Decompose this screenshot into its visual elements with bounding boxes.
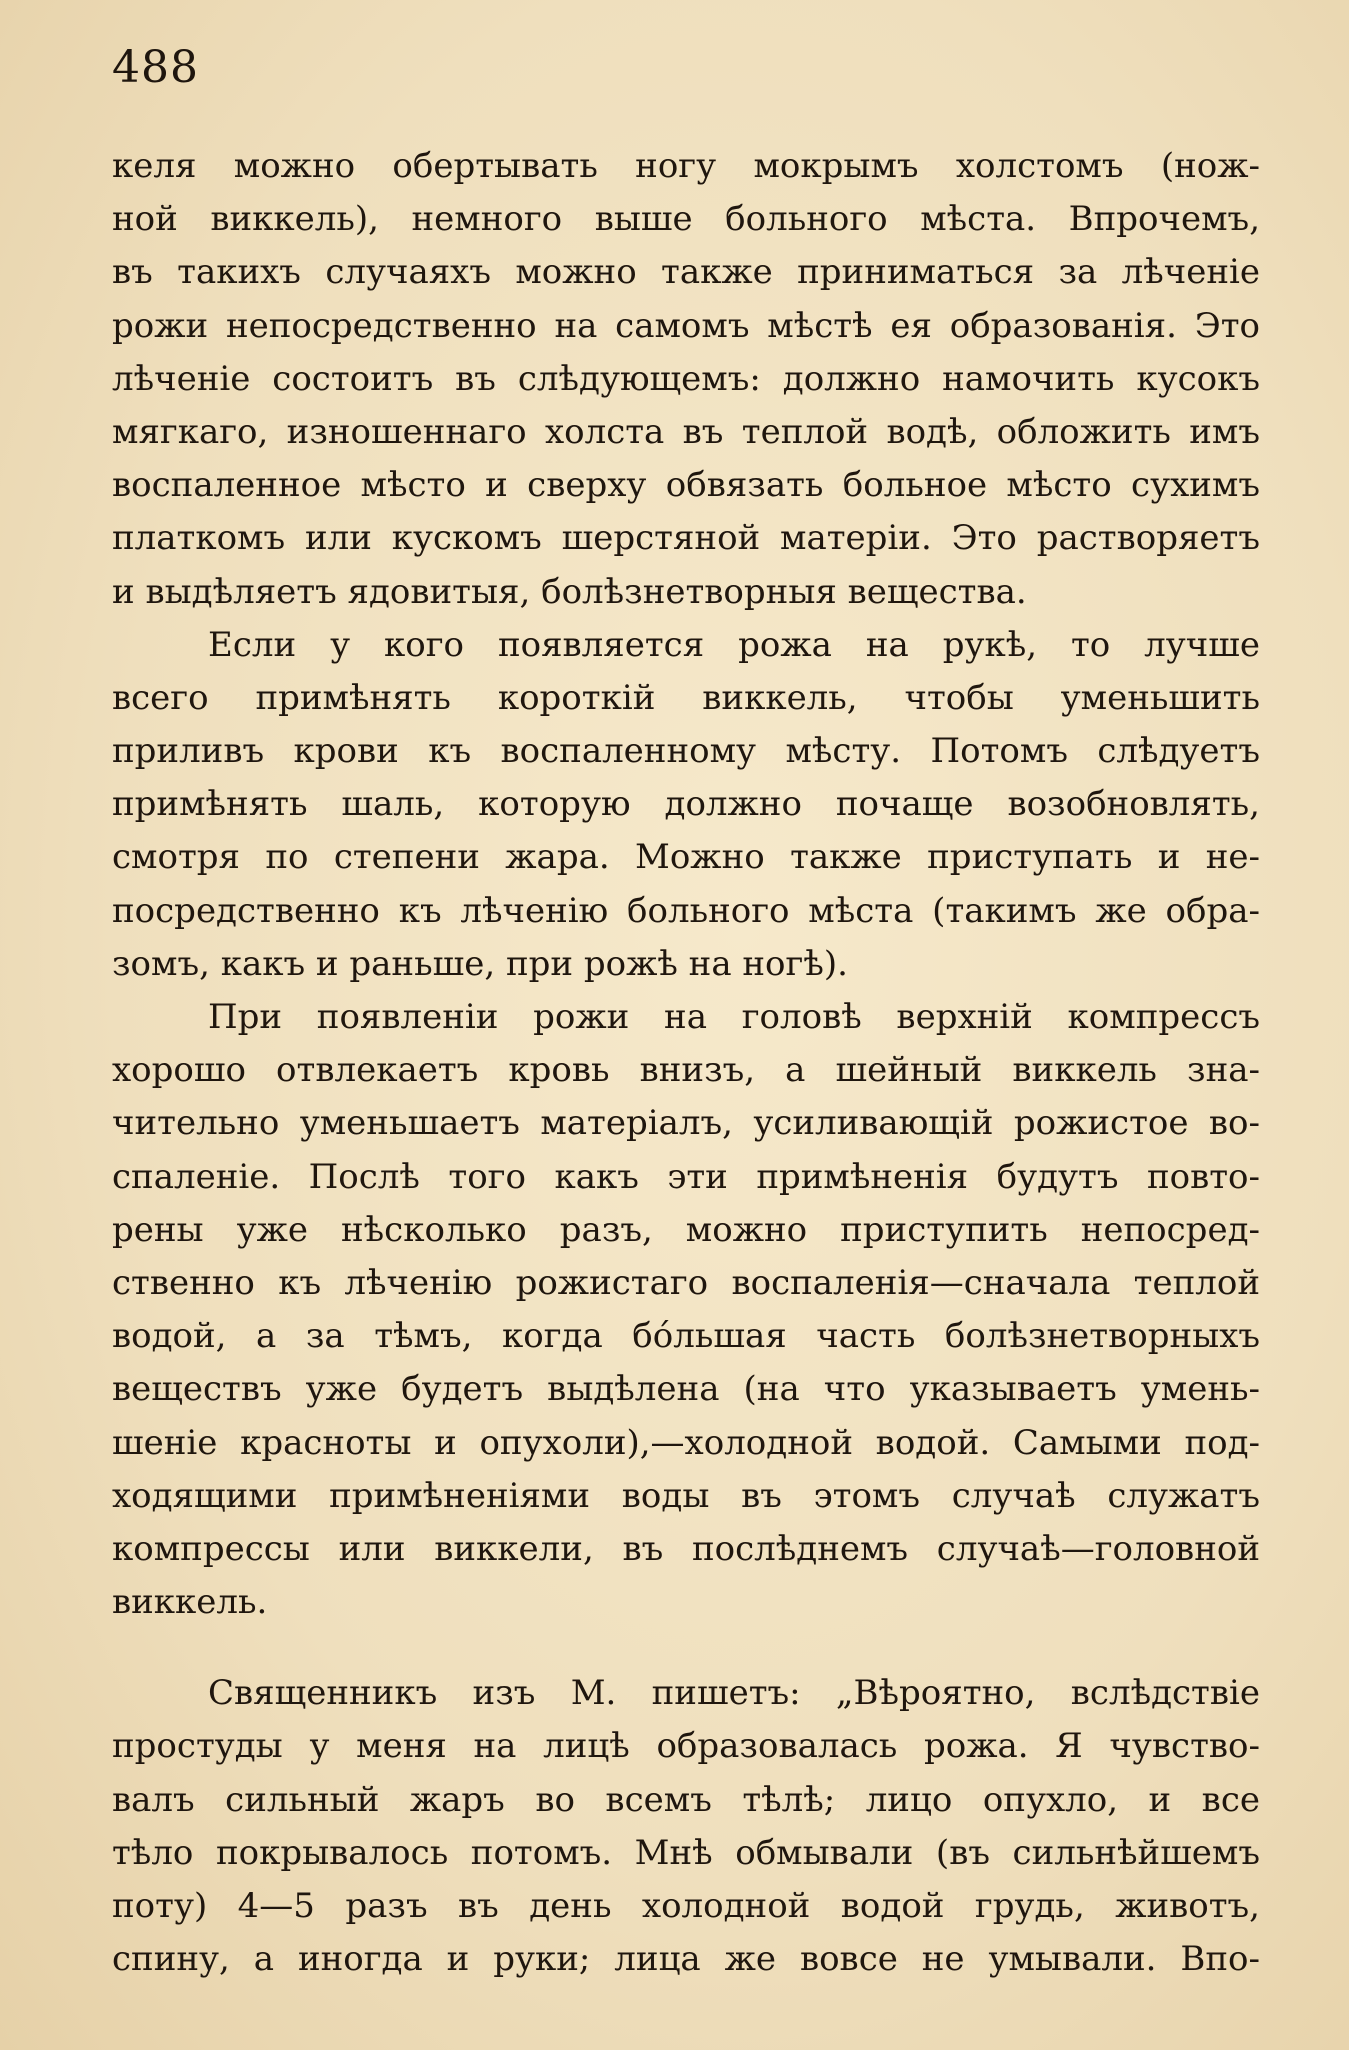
text-line: веществъ уже будетъ выдѣлена (на что указываетъ умень-	[112, 1369, 1260, 1410]
text-line: примѣнять шаль, которую должно почаще возобновлять,	[112, 784, 1260, 825]
text-line: зомъ, какъ и раньше, при рожѣ на ногѣ).	[112, 943, 848, 984]
text-line: простуды у меня на лицѣ образовалась рожа. Я чувство-	[112, 1726, 1260, 1767]
text-line: мягкаго, изношеннаго холста въ теплой водѣ, обложить имъ	[112, 411, 1260, 452]
text-line: виккель.	[112, 1582, 268, 1623]
text-line: приливъ крови къ воспаленному мѣсту. Потомъ слѣдуетъ	[112, 731, 1260, 772]
text-line: валъ сильный жаръ во всемъ тѣлѣ; лицо опухло, и все	[112, 1779, 1260, 1820]
text-line: рены уже нѣсколько разъ, можно приступить непосред-	[112, 1209, 1260, 1250]
text-line: платкомъ или кускомъ шерстяной матеріи. Это растворяетъ	[112, 518, 1260, 559]
text-line: тѣло покрывалось потомъ. Мнѣ обмывали (въ сильнѣйшемъ	[112, 1832, 1260, 1873]
text-line: ной виккель), немного выше больного мѣста. Впрочемъ,	[112, 199, 1260, 240]
text-line: спаленіе. Послѣ того какъ эти примѣненія будутъ повто-	[112, 1156, 1260, 1197]
text-line: водой, а за тѣмъ, когда бóльшая часть болѣзнетворныхъ	[112, 1316, 1260, 1357]
text-line: посредственно къ лѣченію больного мѣста (такимъ же обра-	[112, 890, 1260, 931]
text-line: ходящими примѣненіями воды въ этомъ случаѣ служатъ	[112, 1475, 1260, 1516]
text-line: чительно уменьшаетъ матеріалъ, усиливающій рожистое во-	[112, 1103, 1260, 1144]
text-line: компрессы или виккели, въ послѣднемъ случаѣ—головной	[112, 1528, 1260, 1569]
text-line: ственно къ лѣченію рожистаго воспаленія—сначала теплой	[112, 1262, 1260, 1303]
text-line: воспаленное мѣсто и сверху обвязать больное мѣсто сухимъ	[112, 465, 1260, 506]
text-line: рожи непосредственно на самомъ мѣстѣ ея образованія. Это	[112, 305, 1260, 346]
text-line: Священникъ изъ М. пишетъ: „Вѣроятно, вслѣдствіе	[208, 1673, 1260, 1714]
text-line: шеніе красноты и опухоли),—холодной водой. Самыми под-	[112, 1422, 1260, 1463]
text-line: хорошо отвлекаетъ кровь внизъ, а шейный виккель зна-	[112, 1050, 1260, 1091]
text-line: лѣченіе состоитъ въ слѣдующемъ: должно намочить кусокъ	[112, 358, 1260, 399]
text-line: въ такихъ случаяхъ можно также приниматься за лѣченіе	[112, 252, 1260, 293]
text-line: келя можно обертывать ногу мокрымъ холстомъ (нож-	[112, 146, 1260, 186]
text-line: спину, а иногда и руки; лица же вовсе не умывали. Впо-	[112, 1939, 1260, 1980]
text-line: поту) 4—5 разъ въ день холодной водой грудь, животъ,	[112, 1886, 1260, 1926]
text-line: всего примѣнять короткій виккель, чтобы уменьшить	[112, 677, 1260, 718]
body-text	[112, 140, 1260, 1986]
text-line: и выдѣляетъ ядовитыя, болѣзнетворныя вещества.	[112, 571, 1027, 612]
text-line: смотря по степени жара. Можно также приступать и не-	[112, 837, 1260, 878]
paragraph-gap	[112, 1629, 1260, 1667]
text-line: При появленіи рожи на головѣ верхній компрессъ	[208, 997, 1260, 1037]
text-line: Если у кого появляется рожа на рукѣ, то лучше	[208, 624, 1260, 665]
page-number: 488	[112, 42, 199, 93]
